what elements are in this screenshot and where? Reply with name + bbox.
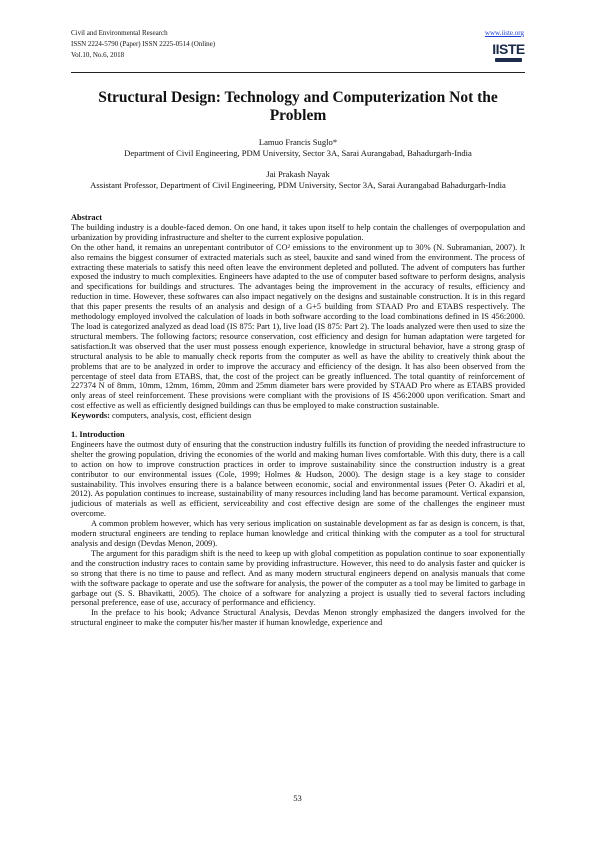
paper-body: [71, 213, 525, 628]
body-paragraph: In the preface to his book; Advance Structural Analysis, Devdas Menon strongly emphasized the dangers involved for the structural engineer to make the computer his/her master if human knowledge, experience and: [71, 608, 525, 628]
paper-title: Structural Design: Technology and Computerization Not the Problem: [98, 89, 498, 124]
journal-header: [71, 28, 531, 61]
header-rule: [71, 72, 525, 73]
journal-issn: ISSN 2224-5790 (Paper) ISSN 2225-0514 (Online): [71, 40, 216, 48]
logo-bar: [495, 58, 522, 62]
iiste-logo: [492, 40, 525, 66]
journal-website-link[interactable]: www.iiste.org: [484, 29, 524, 37]
body-paragraph: A common problem however, which has very serious implication on sustainable development as far as design is concern, is that, modern structural engineers are tending to replace human knowledge and critical thinking with the computer as a tool for structural analysis and design (Devdas Menon, 2009).: [71, 519, 525, 548]
journal-volume: Vol.10, No.6, 2018: [71, 51, 125, 59]
logo-text: IISTE: [492, 41, 525, 57]
section-heading: 1. Introduction: [71, 430, 125, 440]
author-affiliation: Assistant Professor, Department of Civil Engineering, PDM University, Sector 3A, Sarai Aurangabad Bahadurgarh-India: [90, 179, 506, 190]
body-paragraph: The argument for this paradigm shift is the need to keep up with global competition as population continue to soar exponentially and the construction industry races to contain same by providing infrastructure. However, this need to do analysis faster and quicker is so strong that there is no time to pause and reflect. And as many modern structural engineers depend on analysis manuals that come with the software package to operate and use the software for analysis, the power of the computer as a tool may be limited to garbage in garbage out (S. S. Bhavikatti, 2005). The choice of a software for analyzing a project is usually tied to several factors including personal preference, ease of use, accuracy of performance and efficiency.: [71, 548, 525, 608]
keywords-label: Keywords:: [71, 411, 110, 421]
author-affiliation: Department of Civil Engineering, PDM University, Sector 3A, Sarai Aurangabad, Bahadurgarh-India: [124, 147, 472, 158]
body-paragraph: Engineers have the outmost duty of ensuring that the construction industry fulfills its function of providing the needed infrastructure to shelter the growing population, driving the economies of the world and making human lives comfortable. With this duty, there is a call to action on how to improve construction practices in order to improve sustainability since the construction industry is a great contributor to our environmental issues (Cole, 1999; Holmes & Hudson, 2000). The design stage is a key stage to consider sustainability. This involves ensuring there is a balance between economic, social and environmental issues (Peter O. Akadiri et al, 2012). As population continues to increase, sustainability of many resources including land has become paramount. Vertical expansion, judicious of materials as well as efficient, serviceability and cost effective design are some of the challenges the engineer must overcome.: [71, 439, 525, 519]
author-block: [71, 137, 525, 190]
abstract-heading: Abstract: [71, 213, 103, 222]
author-name: Jai Prakash Nayak: [266, 169, 330, 180]
abstract-paragraph: The building industry is a double-faced demon. On one hand, it takes upon itself to help contain the challenges of overpopulation and urbanization by providing infrastructure and shelter to the current explosive population.: [71, 222, 525, 242]
keywords-text: computers, analysis, cost, efficient design: [112, 411, 252, 421]
abstract-paragraph: On the other hand, it remains an unrepentant contributor of CO² emissions to the environment up to 30% (N. Subramanian, 2007). It also remains the biggest consumer of extracted materials such as steel, bauxite and sand wined from the environment. The process of extracting these materials to satisfy this need often leave the environment depleted and polluted. The advent of computers has further exposed the industry to much complexities. Engineers have adapted to the use of computer based software to perform designs, analysis and specifications for buildings and structures. The advantages being the improvement in the accuracy of results, efficiency and reduction in time. However, these softwares can also impact negatively on the designs and sustainable construction. It is in this regard that this paper presents the results of an analysis and design of a G+5 building from STAAD Pro and ETABS respectively. The methodology employed involved the calculation of loads in both software according to the load combinations defined in IS 456:2000. The load is categorized analyzed as dead load (IS 875: Part 1), live load (IS 875: Part 2). The loads analyzed were then used to size the structural members. The following factors; resource conservation, cost efficiency and design for human adaptation were targeted for satisfaction.It was observed that the user must possess enough experience, knowledge in structural behavior, have a strong grasp of structural analysis to be able to manually check reports from the computer as well as have the ability to creatively think about the problems that are to be analyzed in order to improve the accuracy and efficiency of the design. It has also been observed from the percentage of steel data from ETABS, that, the cost of the project can be greatly influenced. The total quantity of reinforcement of 227374 N of 8mm, 10mm, 12mm, 16mm, 20mm and 25mm diameter bars were provided by STAAD Pro where as ETABS provided only areas of steel reinforcement. These provisions were compliant with the provisions of IS 456:2000 upon verification. Smart and cost effective as well as efficiently designed buildings can thus be employed to make construction sustainable.: [71, 242, 525, 411]
journal-name: Civil and Environmental Research: [71, 29, 168, 37]
author-name: Lamuo Francis Suglo*: [258, 137, 338, 147]
keywords-line: [71, 411, 525, 421]
page-number: 53: [293, 793, 302, 803]
